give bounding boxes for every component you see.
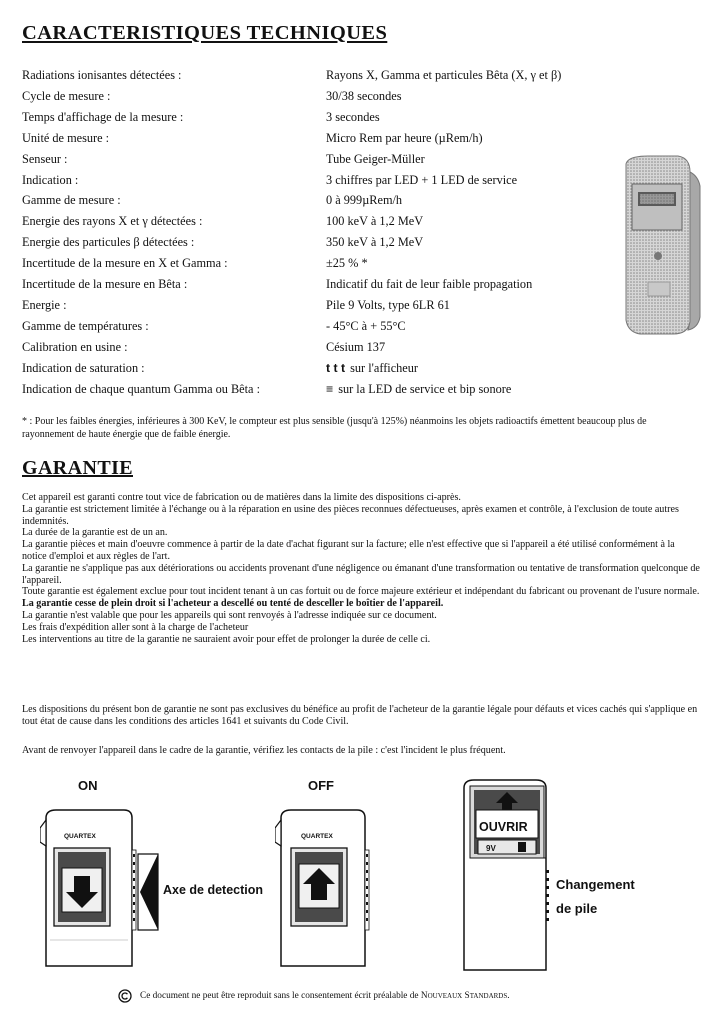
warranty-line: Les interventions au titre de la garantie ne sauraient avoir pour effet de prolonger la durée de celle ci. (22, 633, 431, 645)
spec-value: 3 chiffres par LED + 1 LED de service (326, 172, 518, 187)
copyright-text (140, 991, 510, 1001)
spec-label: Temps d'affichage de la mesure : (22, 109, 184, 124)
spec-value-symbol: ≡ (326, 381, 334, 396)
battery-change-line1: Changement (556, 877, 635, 892)
spec-value: 30/38 secondes (326, 88, 402, 103)
warranty-line: La garantie ne s'applique pas aux détériorations ou accidents provenant d'une négligence ou émanant d'une transformation ou tentative de transformation quelconque de l'appareil. (22, 562, 700, 586)
battery-change-illustration (460, 776, 560, 971)
spec-row (22, 277, 622, 298)
spec-label: Indication : (22, 172, 79, 187)
warranty-line: La garantie cesse de plein droit si l'acheteur a descellé ou tenté de desceller le boîtier de l'appareil. (22, 598, 444, 610)
device-on-illustration (40, 806, 180, 971)
warranty-lines (22, 492, 700, 645)
warranty-tip-paragraph (22, 745, 700, 757)
spec-row (22, 235, 622, 256)
spec-value: 3 secondes (326, 109, 380, 124)
spec-value: Césium 137 (326, 339, 386, 354)
battery-change-label (556, 873, 635, 921)
copyright-footer (118, 989, 510, 1003)
spec-row (22, 256, 622, 277)
spec-label: Energie des rayons X et γ détectées : (22, 214, 203, 229)
spec-value-text: sur l'afficheur (350, 360, 419, 375)
detection-arrow-icon (138, 854, 158, 930)
warranty-title: GARANTIE (22, 457, 133, 479)
spec-value (326, 361, 418, 376)
spec-label: Gamme de températures : (22, 318, 149, 333)
copyright-text-main: Ce document ne peut être reproduit sans le consentement écrit préalable de (140, 991, 419, 1001)
spec-label: Radiations ionisantes détectées : (22, 68, 182, 82)
warranty-line: La durée de la garantie est de un an. (22, 527, 168, 539)
spec-row (22, 214, 622, 235)
specs-title: CARACTERISTIQUES TECHNIQUES (22, 22, 388, 44)
spec-row (22, 152, 622, 173)
spec-value: - 45°C à + 55°C (326, 318, 406, 333)
spec-value: Indicatif du fait de leur faible propagation (326, 277, 533, 291)
spec-row (22, 68, 622, 89)
spec-row (22, 173, 622, 194)
device-brand-off: QUARTEX (301, 833, 333, 840)
spec-row (22, 110, 622, 131)
open-label: OUVRIR (479, 820, 528, 834)
spec-value (326, 382, 511, 397)
spec-label: Cycle de mesure : (22, 88, 111, 103)
device-brand-on: QUARTEX (64, 833, 96, 840)
spec-label: Incertitude de la mesure en Bêta : (22, 277, 188, 291)
spec-row (22, 382, 622, 403)
battery-mark: 9V (486, 844, 496, 853)
spec-label: Gamme de mesure : (22, 193, 121, 208)
spec-value-text: sur la LED de service et bip sonore (338, 381, 512, 396)
warranty-legal-paragraph (22, 704, 700, 728)
spec-label: Indication de saturation : (22, 360, 145, 375)
warranty-line: La garantie est strictement limitée à l'échange ou à la réparation en usine des pièces reconnues défectueuses, après examen et contrôle, à l'exclusion de toute autres indemnités. (22, 503, 679, 527)
spec-label: Senseur : (22, 151, 68, 166)
spec-value-symbol: t t t (326, 360, 346, 375)
spec-row (22, 193, 622, 214)
fig-on-label: ON (78, 778, 98, 793)
spec-row (22, 131, 622, 152)
footnote: * : Pour les faibles énergies, inférieures à 300 KeV, le compteur est plus sensible (jusqu'à 125%) néanmoins les objets radioactifs émettent beaucoup plus de rayonnement de haute énergie que de faible énergie. (22, 416, 647, 440)
spec-value: 100 keV à 1,2 MeV (326, 214, 424, 229)
warranty-line: La garantie pièces et main d'oeuvre commence à partir de la date d'achat figurant sur la facture; elle n'est effective que si l'appareil a été utilisé conformément à la notice d'emploi et aux règles de l'art. (22, 539, 675, 562)
spec-label: Indication de chaque quantum Gamma ou Bêta : (22, 381, 261, 396)
spec-label: Calibration en usine : (22, 339, 128, 354)
detection-axis-label: Axe de detection (163, 883, 264, 897)
spec-value: Rayons X, Gamma et particules Bêta (X, γ et β) (326, 68, 562, 82)
spec-value: Micro Rem par heure (µRem/h) (326, 130, 483, 145)
spec-label: Energie : (22, 297, 67, 312)
spec-label: Incertitude de la mesure en X et Gamma : (22, 256, 228, 271)
copyright-brand: Nouveaux Standards. (420, 991, 510, 1001)
spec-value: 350 keV à 1,2 MeV (326, 235, 424, 250)
warranty-line: Cet appareil est garanti contre tout vice de fabrication ou de matières dans la limite des dispositions ci-après. (22, 492, 461, 503)
spec-value: 0 à 999µRem/h (326, 193, 403, 208)
battery-change-line2: de pile (556, 901, 598, 916)
warranty-tip-text: Avant de renvoyer l'appareil dans le cadre de la garantie, vérifiez les contacts de la pile : c'est l'incident le plus fréquent. (22, 745, 506, 756)
spec-value: Pile 9 Volts, type 6LR 61 (326, 297, 450, 312)
spec-label: Energie des particules β détectées : (22, 235, 195, 250)
spec-row (22, 298, 622, 319)
spec-row (22, 89, 622, 110)
spec-value: ±25 % * (326, 256, 368, 271)
warranty-line: Toute garantie est également exclue pour tout incident tenant à un cas fortuit ou de force majeure extérieur et indépendant du fabricant ou provenant de l'usure normale. (22, 586, 700, 598)
spec-value: Tube Geiger-Müller (326, 151, 425, 166)
spec-row (22, 361, 622, 382)
fig-off-label: OFF (308, 778, 334, 793)
device-off-illustration (275, 806, 375, 971)
warranty-line: La garantie n'est valable que pour les appareils qui sont renvoyés à l'adresse indiquée sur ce document. (22, 609, 437, 621)
device-photo (618, 152, 713, 342)
spec-row (22, 319, 622, 340)
spec-row (22, 340, 622, 361)
spec-label: Unité de mesure : (22, 130, 110, 145)
warranty-line: Les frais d'expédition aller sont à la charge de l'acheteur (22, 621, 249, 633)
copyright-icon (118, 989, 132, 1003)
warranty-legal-text: Les dispositions du présent bon de garantie ne sont pas exclusives du bénéfice au profit de l'acheteur de la garantie légale pour défauts et vices cachés qui s'applique en tout état de cause dans les conditions des articles 1641 et suivants du Code Civil. (22, 704, 698, 727)
